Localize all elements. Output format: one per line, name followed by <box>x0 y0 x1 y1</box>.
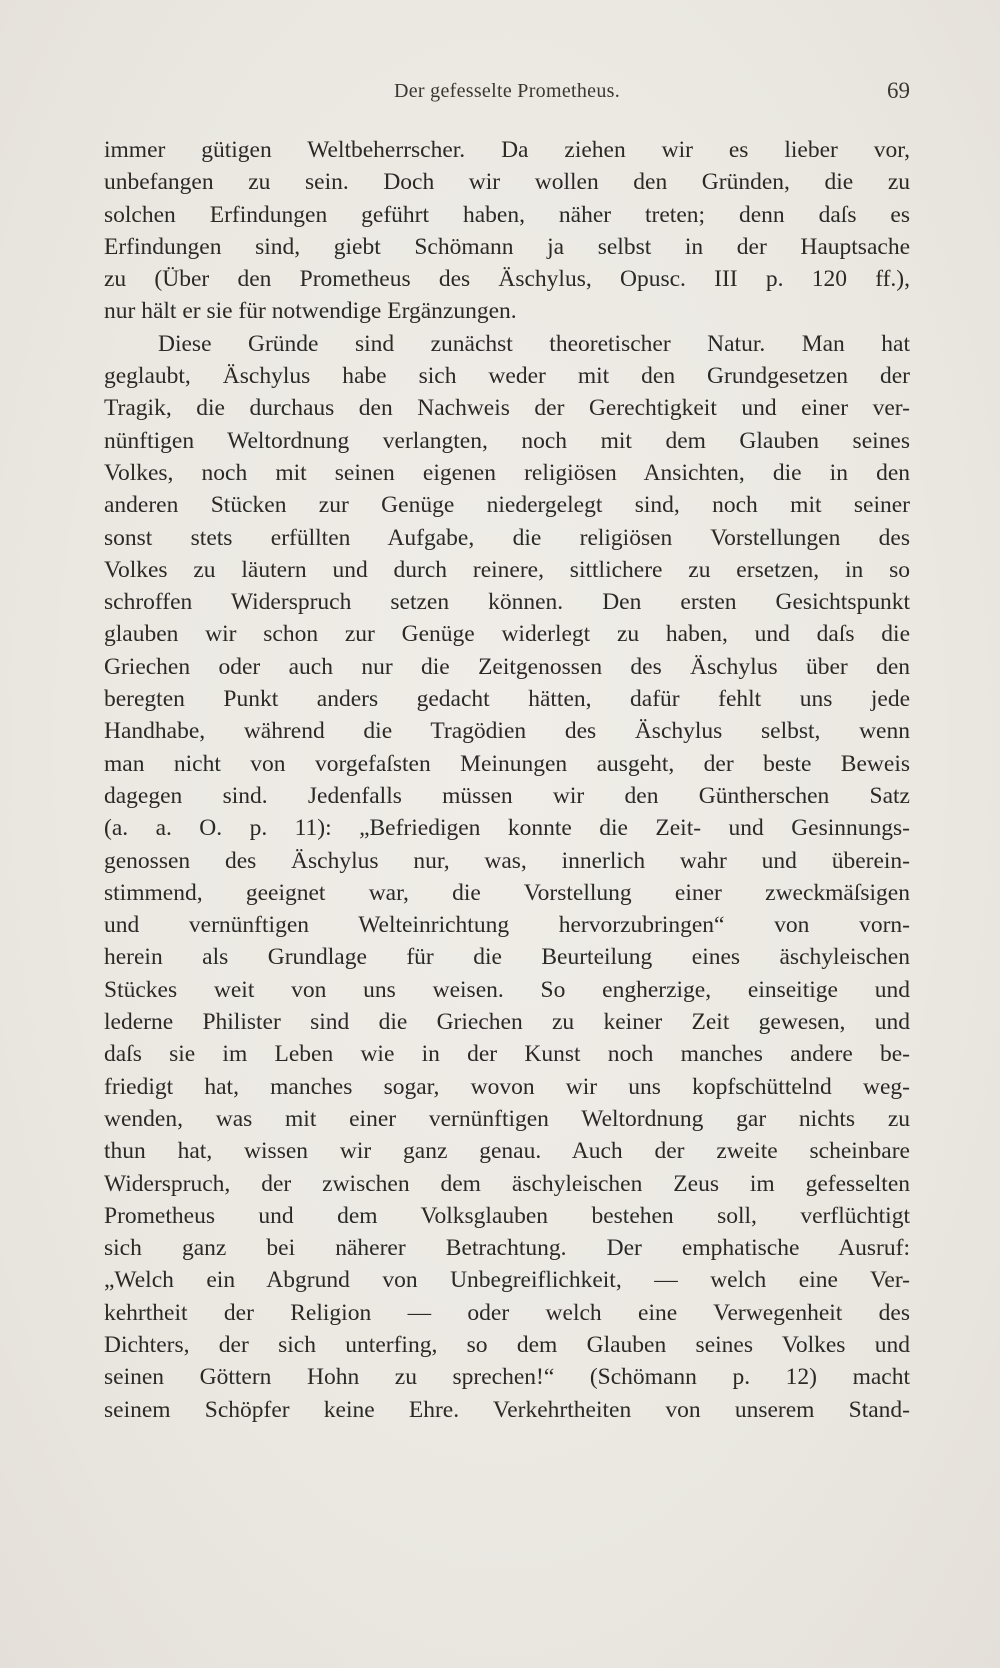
text-line: Handhabe, während die Tragödien des Äschylus selbst, wenn <box>104 718 910 745</box>
text-line: Griechen oder auch nur die Zeitgenossen des Äschylus über den <box>104 653 910 680</box>
text-line: herein als Grundlage für die Beurteilung eines äschyleischen <box>104 944 910 971</box>
text-line: Erfindungen sind, giebt Schömann ja selbst in der Hauptsache <box>104 233 910 260</box>
running-title: Der gefesselte Prometheus. <box>393 80 621 102</box>
text-line: kehrtheit der Religion — oder welch eine Verwegenheit des <box>104 1299 910 1326</box>
text-line: man nicht von vorgefaſsten Meinungen ausgeht, der beste Beweis <box>104 750 910 777</box>
text-line: nünftigen Weltordnung verlangten, noch mit dem Glauben seines <box>104 427 910 454</box>
text-line: anderen Stücken zur Genüge niedergelegt sind, noch mit seiner <box>104 492 910 519</box>
text-line: seinem Schöpfer keine Ehre. Verkehrtheiten von unserem Stand- <box>104 1396 910 1423</box>
text-line: genossen des Äschylus nur, was, innerlich wahr und überein- <box>104 847 910 874</box>
text-line: wenden, was mit einer vernünftigen Weltordnung gar nichts zu <box>104 1105 910 1132</box>
page-number: 69 <box>887 78 910 103</box>
text-line: Stückes weit von uns weisen. So engherzige, einseitige und <box>104 976 910 1003</box>
text-line: zu (Über den Prometheus des Äschylus, Opusc. III p. 120 ff.), <box>104 266 910 293</box>
text-line: lederne Philister sind die Griechen zu keiner Zeit gewesen, und <box>104 1009 910 1036</box>
text-line: Prometheus und dem Volksglauben bestehen soll, verflüchtigt <box>104 1202 910 1229</box>
text-line: daſs sie im Leben wie in der Kunst noch manches andere be- <box>104 1041 910 1068</box>
body-text <box>104 134 910 1426</box>
text-line: Tragik, die durchaus den Nachweis der Gerechtigkeit und einer ver- <box>104 395 910 422</box>
text-line: geglaubt, Äschylus habe sich weder mit den Grundgesetzen der <box>104 363 910 390</box>
text-line: schroffen Widerspruch setzen können. Den ersten Gesichtspunkt <box>104 589 910 616</box>
text-line: Diese Gründe sind zunächst theoretischer Natur. Man hat <box>158 330 910 357</box>
text-line: „Welch ein Abgrund von Unbegreiflichkeit, — welch eine Ver- <box>104 1267 910 1294</box>
text-line: friedigt hat, manches sogar, wovon wir uns kopfschüttelnd weg- <box>104 1073 910 1100</box>
text-line: Volkes zu läutern und durch reinere, sittlichere zu ersetzen, in so <box>104 556 910 583</box>
text-line: Volkes, noch mit seinen eigenen religiösen Ansichten, die in den <box>104 459 910 486</box>
text-line: nur hält er sie für notwendige Ergänzungen. <box>104 298 517 325</box>
text-line: dagegen sind. Jedenfalls müssen wir den Güntherschen Satz <box>104 782 910 809</box>
text-line: stimmend, geeignet war, die Vorstellung einer zweckmäſsigen <box>104 879 910 906</box>
text-line: immer gütigen Weltbeherrscher. Da ziehen wir es lieber vor, <box>104 137 910 163</box>
text-line: thun hat, wissen wir ganz genau. Auch der zweite scheinbare <box>104 1138 910 1165</box>
text-line: sich ganz bei näherer Betrachtung. Der emphatische Ausruf: <box>104 1235 910 1262</box>
text-line: unbefangen zu sein. Doch wir wollen den Gründen, die zu <box>104 169 910 196</box>
text-line: glauben wir schon zur Genüge widerlegt zu haben, und daſs die <box>104 621 910 648</box>
text-line: sonst stets erfüllten Aufgabe, die religiösen Vorstellungen des <box>104 524 910 551</box>
text-line: seinen Göttern Hohn zu sprechen!“ (Schömann p. 12) macht <box>104 1364 910 1391</box>
text-line: (a. a. O. p. 11): „Befriedigen konnte die Zeit- und Gesinnungs- <box>104 815 910 842</box>
text-line: beregten Punkt anders gedacht hätten, dafür fehlt uns jede <box>104 686 910 713</box>
text-line: Dichters, der sich unterfing, so dem Glauben seines Volkes und <box>104 1331 910 1358</box>
text-line: und vernünftigen Welteinrichtung hervorzubringen“ von vorn- <box>104 912 910 939</box>
text-line: Widerspruch, der zwischen dem äschyleischen Zeus im gefesselten <box>104 1170 910 1197</box>
page-header <box>104 80 910 110</box>
text-line: solchen Erfindungen geführt haben, näher treten; denn daſs es <box>104 201 910 228</box>
